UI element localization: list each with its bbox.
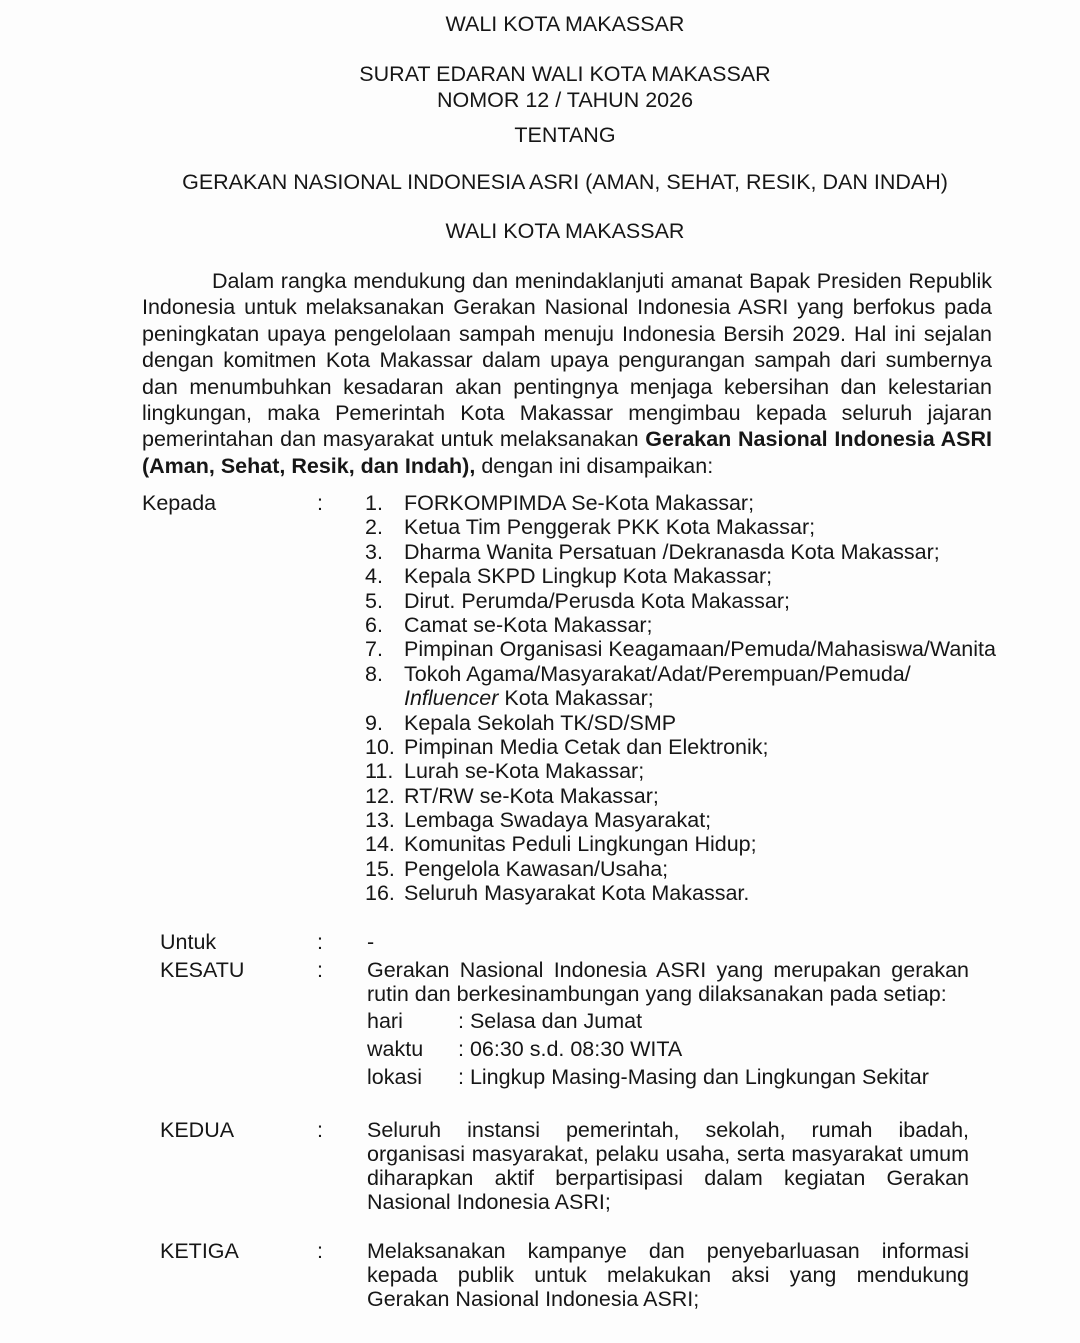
signatory-heading: WALI KOTA MAKASSAR — [445, 219, 685, 243]
list-item-text — [404, 662, 911, 711]
list-item-number: 6. — [365, 612, 383, 637]
kesatu-colon: : — [317, 958, 323, 982]
document-number: NOMOR 12 / TAHUN 2026 — [436, 88, 694, 112]
detail-value-lokasi: : Lingkup Masing-Masing dan Lingkungan Sekitar — [458, 1065, 929, 1089]
detail-label-hari: hari — [367, 1009, 403, 1033]
detail-value-waktu: : 06:30 s.d. 08:30 WITA — [458, 1037, 683, 1061]
list-item-text: Kepala SKPD Lingkup Kota Makassar; — [404, 564, 773, 589]
list-item-text: FORKOMPIMDA Se-Kota Makassar; — [404, 491, 755, 515]
list-item-number: 12. — [365, 783, 395, 808]
intro-text-end: dengan ini disampaikan: — [481, 453, 714, 478]
kesatu-text: Gerakan Nasional Indonesia ASRI yang merupakan gerakan rutin dan berkesinambungan yang dilaksanakan pada setiap: — [367, 958, 969, 1006]
list-item-text: Seluruh Masyarakat Kota Makassar. — [404, 881, 750, 906]
list-item-number: 16. — [365, 881, 395, 906]
list-item-text: Dharma Wanita Persatuan /Dekranasda Kota Makassar; — [404, 539, 940, 564]
list-item-number: 8. — [365, 661, 383, 686]
untuk-colon: : — [317, 930, 323, 954]
untuk-label: Untuk — [160, 930, 217, 954]
list-item-text-cont: Kota Makassar; — [504, 686, 654, 711]
list-item-text: Lembaga Swadaya Masyarakat; — [404, 808, 712, 833]
detail-label-waktu: waktu — [367, 1037, 424, 1061]
list-item-text-line1: Tokoh Agama/Masyarakat/Adat/Perempuan/Pemuda/ — [404, 661, 911, 686]
kesatu-label: KESATU — [160, 958, 245, 982]
recipients-label: Kepada — [142, 491, 217, 515]
list-item-number: 15. — [365, 856, 395, 881]
list-item-text: Pengelola Kawasan/Usaha; — [404, 856, 669, 881]
list-item-number: 13. — [365, 808, 395, 833]
untuk-value: - — [367, 930, 375, 954]
list-item-number: 10. — [365, 734, 395, 759]
ketiga-label: KETIGA — [160, 1239, 239, 1263]
list-item-number: 5. — [365, 588, 383, 613]
italic-term: Influencer — [404, 686, 499, 711]
about-label: TENTANG — [514, 123, 616, 147]
list-item-text: Pimpinan Organisasi Keagamaan/Pemuda/Mahasiswa/Wanita — [404, 637, 996, 662]
detail-label-lokasi: lokasi — [367, 1065, 422, 1089]
list-item-text: Ketua Tim Penggerak PKK Kota Makassar; — [404, 515, 816, 540]
list-item-text-line2 — [404, 686, 911, 710]
kedua-colon: : — [317, 1118, 323, 1142]
list-item-number: 1. — [365, 491, 383, 515]
ketiga-text: Melaksanakan kampanye dan penyebarluasan informasi kepada publik untuk melakukan aksi yang mendukung Gerakan Nasional Indonesia ASRI; — [367, 1239, 969, 1311]
intro-bold-text: Gerakan Nasional Indonesia ASRI (Aman, Sehat, Resik, dan Indah), — [142, 427, 992, 478]
list-item-text: RT/RW se-Kota Makassar; — [404, 783, 659, 808]
list-item-number: 3. — [365, 539, 383, 564]
ketiga-colon: : — [317, 1239, 323, 1263]
intro-text: Dalam rangka mendukung dan menindaklanjuti amanat Bapak Presiden Republik Indonesia untuk melaksanakan Gerakan Nasional Indonesia ASRI yang berfokus pada peningkatan upaya pengelolaan sampah menuju Indonesia Bersih 2029. Hal ini sejalan dengan komitmen Kota Makassar dalam upaya pengurangan sampah dari sumbernya dan menumbuhkan kesadaran akan pentingnya menjaga kebersihan dan kelestarian lingkungan, maka Pemerintah Kota Makassar mengimbau kepada seluruh jajaran pemerintahan dan masyarakat untuk melaksanakan — [142, 269, 992, 452]
issuer-heading: WALI KOTA MAKASSAR — [445, 12, 685, 36]
list-item-number: 2. — [365, 515, 383, 540]
list-item-text: Camat se-Kota Makassar; — [404, 612, 653, 637]
list-item-number: 14. — [365, 832, 395, 857]
list-item-number: 11. — [365, 759, 394, 784]
list-item-text: Dirut. Perumda/Perusda Kota Makassar; — [404, 588, 790, 613]
kedua-text: Seluruh instansi pemerintah, sekolah, rumah ibadah, organisasi masyarakat, pelaku usaha, serta masyarakat umum diharapkan aktif berpartisipasi dalam kegiatan Gerakan Nasional Indonesia ASRI; — [367, 1118, 969, 1214]
recipients-colon: : — [317, 491, 323, 515]
kedua-label: KEDUA — [160, 1118, 235, 1142]
list-item-text: Pimpinan Media Cetak dan Elektronik; — [404, 734, 769, 759]
list-item-text: Komunitas Peduli Lingkungan Hidup; — [404, 832, 757, 857]
intro-paragraph — [142, 268, 992, 479]
detail-value-hari: : Selasa dan Jumat — [458, 1009, 643, 1033]
list-item-number: 7. — [365, 637, 383, 662]
list-item-number: 9. — [365, 710, 383, 735]
list-item-text: Kepala Sekolah TK/SD/SMP — [404, 710, 677, 735]
document-subject: GERAKAN NASIONAL INDONESIA ASRI (AMAN, SEHAT, RESIK, DAN INDAH) — [182, 170, 948, 194]
list-item-text: Lurah se-Kota Makassar; — [404, 759, 645, 784]
list-item-number: 4. — [365, 564, 383, 589]
document-title: SURAT EDARAN WALI KOTA MAKASSAR — [359, 62, 771, 86]
